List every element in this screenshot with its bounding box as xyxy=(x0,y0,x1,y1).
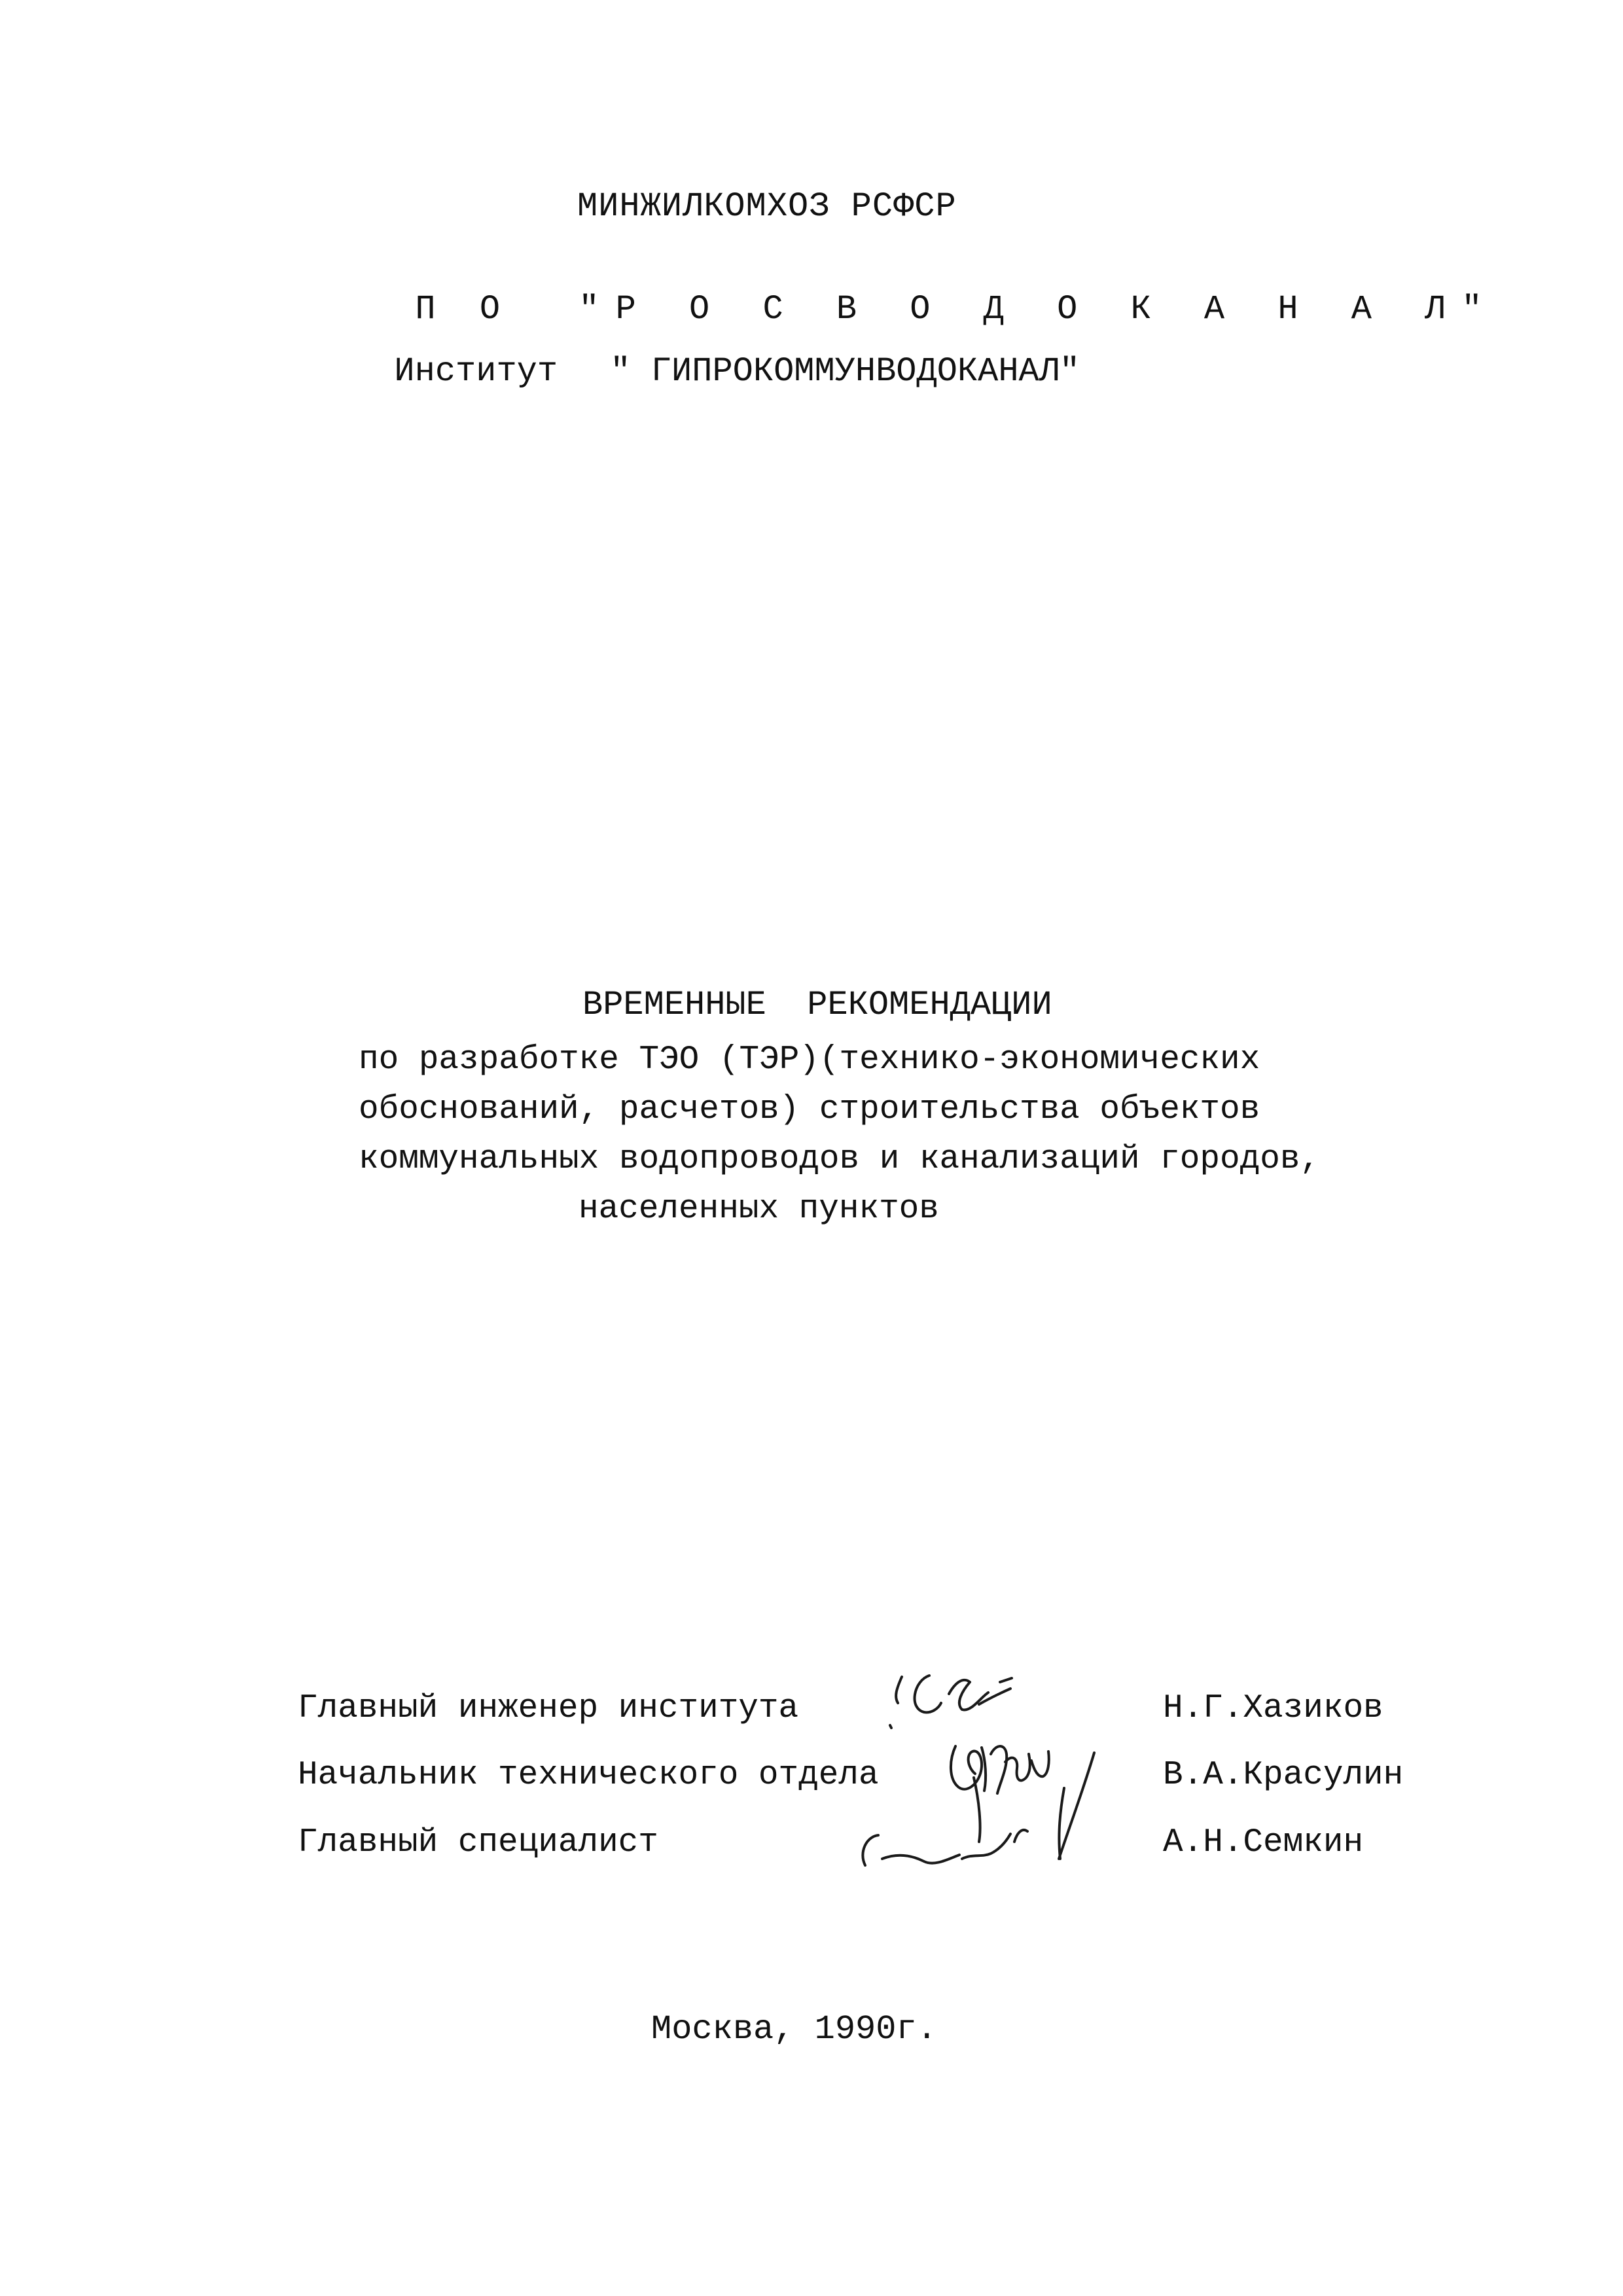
institute-line xyxy=(353,321,1080,389)
signature-2 xyxy=(951,1746,1049,1842)
handwritten-signatures xyxy=(851,1662,1178,1898)
signatory-name-technical-head: В.А.Красулин xyxy=(1163,1757,1404,1794)
signatory-role-chief-specialist: Главный специалист xyxy=(298,1824,658,1861)
ministry-header: МИНЖИЛКОМХОЗ РСФСР xyxy=(577,187,957,226)
organization-line xyxy=(374,259,1499,327)
institute-label: Институт xyxy=(394,352,558,391)
description-line-2: обоснований, расчетов) строительства объектов xyxy=(359,1091,1260,1128)
description-line-4: населенных пунктов xyxy=(579,1191,939,1228)
description-line-3: коммунальных водопроводов и канализаций городов, xyxy=(359,1141,1321,1178)
place-and-year: Москва, 1990г. xyxy=(651,2010,937,2049)
signatory-name-chief-engineer: Н.Г.Хазиков xyxy=(1163,1690,1383,1727)
organization-name: "Р О С В О Д О К А Н А Л" xyxy=(579,290,1499,329)
signatory-name-chief-specialist: А.Н.Семкин xyxy=(1163,1824,1364,1861)
description-line-1: по разработке ТЭО (ТЭР)(технико-экономических xyxy=(359,1041,1260,1079)
organization-type: П О xyxy=(415,290,512,329)
signatory-role-technical-head: Начальник технического отдела xyxy=(298,1757,879,1794)
institute-name: " ГИПРОКОММУНВОДОКАНАЛ" xyxy=(610,352,1080,391)
document-title: ВРЕМЕННЫЕ РЕКОМЕНДАЦИИ xyxy=(582,986,1052,1024)
signature-1 xyxy=(890,1676,1012,1728)
signatory-role-chief-engineer: Главный инженер института xyxy=(298,1690,799,1727)
